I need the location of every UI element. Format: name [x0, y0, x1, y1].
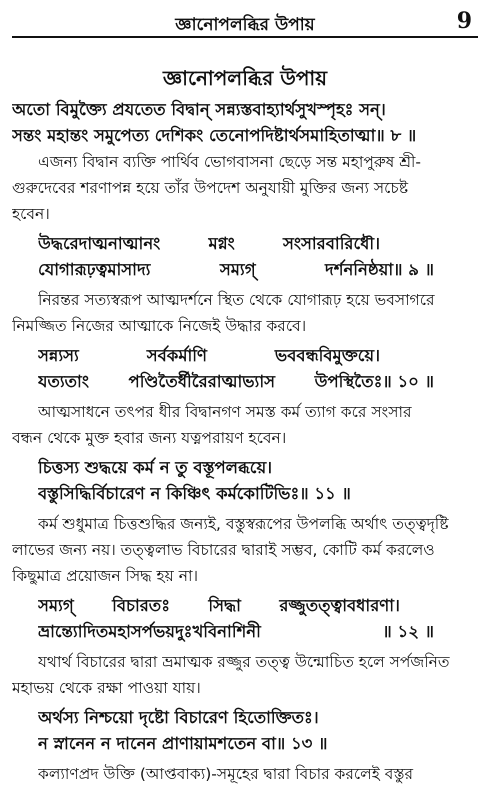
verse-segment: যোগারূঢ়ত্বমাসাদ্য	[38, 260, 151, 279]
verse-segment: সর্বকর্মাণি	[146, 346, 207, 365]
verse-line	[12, 98, 478, 122]
chapter-title: জ্ঞানোপলব্ধির উপায়	[163, 66, 327, 90]
verse-line	[38, 732, 434, 756]
prose-line	[38, 150, 478, 174]
prose-text: নিমজ্জিত নিজের আত্মাকে নিজেই উদ্ধার করবে।	[12, 317, 307, 335]
prose-line	[38, 762, 478, 786]
verse-segment: বস্তুসিদ্ধির্বিচারেণ ন কিঞ্চিৎ কর্মকোটিভিঃ॥ ১১ ॥	[38, 484, 351, 503]
prose-text: যথার্থ বিচারের দ্বারা ভ্রমাত্মক রজ্জুর তত্ত্ব উন্মোচিত হলে সর্পজনিত	[38, 653, 450, 671]
verse-segment: মগ্নং	[208, 234, 235, 253]
verse-segment: উদ্ধরেদাত্মনাত্মানং	[38, 234, 161, 253]
prose-line	[12, 426, 478, 450]
verse-line	[38, 344, 380, 368]
prose-line	[12, 564, 478, 588]
verse-segment: চিত্তস্য শুদ্ধয়ে কর্ম ন তু বস্তূপলব্ধয়ে।	[38, 458, 273, 477]
verse-segment: সম্যগ্	[219, 260, 256, 279]
prose-text: গুরুদেবের শরণাপন্ন হয়ে তাঁর উপদেশ অনুযায়ী মুক্তির জন্য সচেষ্ট	[12, 179, 409, 197]
prose-text: কল্যাণপ্রদ উক্তি (আপ্তবাক্য)-সমূহের দ্বারা বিচার করলেই বস্তুর	[38, 765, 413, 783]
verse-segment: অতো বিমুক্ত্যৈ প্রযতেত বিদ্বান্ সন্ন্যস্তবাহ্যার্থসুখস্পৃহঃ সন্।	[12, 100, 386, 119]
prose-line	[38, 650, 478, 674]
verse-segment: রজ্জুতত্ত্বাবধারণা।	[279, 596, 400, 615]
prose-text: কর্ম শুধুমাত্র চিত্তশুদ্ধির জন্যই, বস্তুস্বরূপের উপলব্ধি অর্থাৎ তত্ত্বদৃষ্টি	[38, 515, 449, 533]
verse-line	[38, 232, 380, 256]
verse-segment: ন স্নানেন ন দানেন প্রাণায়ামশতেন বা॥ ১৩ ॥	[38, 734, 328, 753]
verse-segment: সন্ন্যস্য	[38, 346, 79, 365]
verse-segment: যত্যতাং	[38, 372, 89, 391]
prose-line	[12, 676, 478, 700]
prose-line	[12, 538, 478, 562]
verse-segment: ভ্রান্ত্যোদিতমহাসর্পভয়দুঃখবিনাশিনী	[38, 622, 261, 641]
prose-text: লাভের জন্য নয়। তত্ত্বলাভ বিচারের দ্বারাই সম্ভব, কোটি কর্ম করলেও	[12, 541, 435, 559]
verse-line	[38, 706, 380, 730]
verse-segment: দর্শননিষ্ঠয়া॥ ৯ ॥	[325, 260, 434, 279]
verse-segment: সংসারবারিধৌ।	[282, 234, 380, 253]
verse-line	[38, 594, 400, 618]
verse-segment: উপস্থিতৈঃ॥ ১০ ॥	[314, 372, 434, 391]
verse-line	[38, 620, 434, 644]
prose-line	[12, 202, 478, 226]
prose-text: মহাভয় থেকে রক্ষা পাওয়া যায়।	[12, 679, 201, 697]
verse-line	[38, 258, 434, 282]
verse-line	[38, 482, 434, 506]
prose-text: কিছুমাত্র প্রয়োজন সিদ্ধ হয় না।	[12, 567, 199, 585]
prose-line	[12, 314, 478, 338]
verse-line	[38, 370, 434, 394]
running-header	[12, 6, 478, 38]
verse-segment: সম্যগ্	[38, 596, 74, 615]
verse-segment: অর্থস্য নিশ্চয়ো দৃষ্টো বিচারেণ হিতোক্তিতঃ।	[38, 708, 319, 727]
verse-line	[12, 124, 478, 148]
prose-text: নিরন্তর সত্যস্বরূপ আত্মদর্শনে স্থিত থেকে যোগারূঢ় হয়ে ভবসাগরে	[38, 291, 435, 309]
verse-segment: সিদ্ধা	[208, 596, 241, 615]
prose-text: হবেন।	[12, 205, 50, 223]
verse-segment: সন্তং মহান্তং সমুপেত্য দেশিকং তেনোপদিষ্টার্থসমাহিতাত্মা॥ ৮ ॥	[12, 126, 417, 145]
verse-segment: ভববন্ধবিমুক্তয়ে।	[274, 346, 380, 365]
verse-segment: বিচারতঃ	[112, 596, 170, 615]
verse-line	[38, 456, 478, 480]
prose-line	[38, 400, 478, 424]
prose-text: বন্ধন থেকে মুক্ত হবার জন্য যত্নপরায়ণ হবেন।	[12, 429, 287, 447]
prose-text: এজন্য বিদ্বান ব্যক্তি পার্থিব ভোগবাসনা ছেড়ে সন্ত মহাপুরুষ শ্রী-	[38, 153, 421, 171]
prose-text: আত্মসাধনে তৎপর ধীর বিদ্বানগণ সমস্ত কর্ম ত্যাগ করে সংসার	[38, 403, 412, 421]
verse-segment: ॥ ১২ ॥	[382, 622, 434, 641]
prose-line	[12, 176, 478, 200]
page-number: 9	[456, 8, 472, 34]
verse-segment: পণ্ডিতৈর্ধীরৈরাত্মাভ্যাস	[128, 372, 276, 391]
prose-line	[38, 512, 478, 536]
prose-line	[38, 288, 478, 312]
running-title: জ্ঞানোপলব্ধির উপায়	[175, 15, 315, 35]
